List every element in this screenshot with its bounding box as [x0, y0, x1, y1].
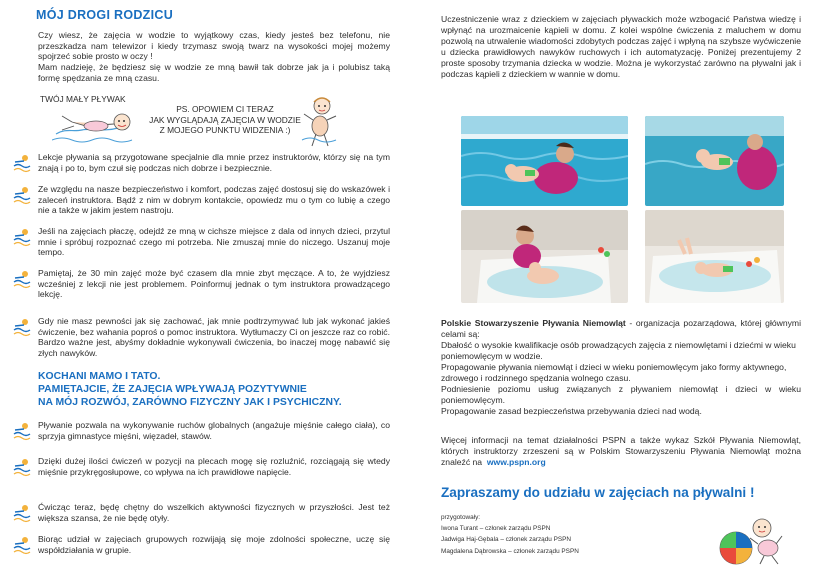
ps-line-2: JAK WYGLĄDAJĄ ZAJĘCIA W WODZIE	[149, 114, 301, 125]
author-line: Magdalena Dąbrowska – członek zarządu PSPN	[441, 547, 579, 555]
benefit-global-movement: Pływanie pozwala na wykonywanie ruchów globalnych (angażuje mięśnie całego ciała), co sprzyja gimnastyce mięśni, więzadeł, stawów.	[38, 420, 390, 441]
goal-qualifications: Dbałość o wysokie kwalifikacje osób prowadzących zajęcia z niemowlętami i dziećmi w wieku poniemowlęcym w wodzie.	[441, 340, 796, 361]
intro-paragraph: Czy wiesz, że zajęcia w wodzie to wyjątkowy czas, kiedy jesteś bez telefonu, nie przeszkadza nam telewizor i kiedy trzymasz swoją twarz na wysokości mojej możemy spojrzeć sobie prosto w oczy !	[38, 30, 390, 62]
left-column	[0, 0, 400, 571]
paragraph-safety: Ze względu na nasze bezpieczeństwo i komfort, podczas zajęć dostosuj się do wskazówek i zaleceń instruktora. Bądź z nim w dobrym kontakcie, opowiedz mu o tym co lubię a czego nie a także w jakim jestem nastroju.	[38, 184, 390, 216]
swimmer-bullet-icon	[11, 534, 33, 556]
pool-photo-back-float	[645, 116, 784, 206]
author-line: Jadwiga Haj-Gębala – członek zarządu PSPN	[441, 536, 572, 544]
ps-note	[140, 104, 310, 136]
more-info-text: Więcej informacji na temat działalności PSPN a także wykaz Szkół Pływania Niemowląt, których instruktorzy zrzeszeni są w Polskim Stowarzyszeniu Pływania Niemowląt można znaleźć na	[441, 435, 801, 467]
parents-heading	[38, 371, 342, 409]
swimmer-bullet-icon	[11, 268, 33, 290]
swimmer-bullet-icon	[11, 152, 33, 174]
benefit-social-skills: Biorąc udział w zajęciach grupowych rozwijają się moje zdolności społeczne, uczę się współdziałania w grupie.	[38, 534, 390, 555]
swimmer-bullet-icon	[11, 316, 33, 338]
prepared-by-label: przygotowały:	[441, 514, 481, 521]
bathtub-photo-holding	[461, 210, 628, 303]
baby-with-ball-illustration	[706, 508, 786, 568]
paragraph-crying: Jeśli na zajęciach płaczę, odejdź ze mną w cichsze miejsce z dala od innych dzieci, przytul mnie i spróbuj rozpoznać czego mi potrzeba. Nie zmuszaj mnie do niczego. Uszanuj moje tempo.	[38, 226, 390, 258]
author-line: Iwona Turant – członek zarządu PSPN	[441, 525, 551, 533]
swimmer-bullet-icon	[11, 420, 33, 442]
paragraph-duration: Pamiętaj, że 30 min zajęć może być czasem dla mnie zbyt męczące. A to, że wyjdziesz wcześniej z lekcji nie jest problemem. Poinformuj jednak o tym instruktora prowadzącego lekcję.	[38, 268, 390, 300]
right-intro-paragraph: Uczestniczenie wraz z dzieckiem w zajęciach pływackich może wzbogacić Państwa wiedzę i wpłynąć na urozmaicenie kąpieli w domu. Z kolei wspólne ćwiczenia z maluchem w domu pozwolą na utrwalenie wiadomości zdobytych podczas zajęć i wpłyną na szybsze wyćwiczenie u dziecka prawidłowych nawyków ruchowych i ich automatyzację. Poniżej prezentujemy 2 proste sposoby trzymania dziecka w wodzie. Można je wykorzystać zarówno na pływalni jak i podczas kąpieli z dzieckiem w wannie w domu.	[441, 14, 801, 79]
benefit-future-activity: Ćwicząc teraz, będę chętny do wszelkich aktywności fizycznych w przyszłości. Jest też większa szansa, że nie będę otyły.	[38, 502, 390, 523]
parents-heading-line-1: KOCHANI MAMO I TATO.	[38, 371, 161, 382]
organization-paragraph	[441, 318, 801, 340]
bathtub-photo-tummy	[645, 210, 784, 303]
paragraph-help: Gdy nie masz pewności jak się zachować, jak mnie podtrzymywać lub jak wykonać jakieś ćwiczenie, bez wahania poproś o pomoc instruktora. Wytłumaczy Ci on jeszcze raz co robić. Bardzo ważne jest, abyśmy dokładnie wykonywali ćwiczenia, bo inaczej mogę nabawić się złych nawyków.	[38, 316, 390, 358]
organization-description: - organizacja pozarządowa, której głównymi celami są:	[441, 318, 802, 339]
pool-photo-holding-front	[461, 116, 628, 206]
goal-service-level: Podniesienie poziomu usług związanych z pływaniem niemowląt i dzieci w wieku poniemowlęcym.	[441, 384, 801, 405]
page-title: MÓJ DROGI RODZICU	[36, 8, 174, 22]
paragraph-lessons: Lekcje pływania są przygotowane specjalnie dla mnie przez instruktorów, którzy się na tym znają i po to, bym czuł się podczas nich dobrze i bezpiecznie.	[38, 152, 390, 173]
swimmer-bullet-icon	[11, 456, 33, 478]
organization-name: Polskie Stowarzyszenie Pływania Niemowląt	[441, 318, 626, 328]
parents-heading-line-2: PAMIĘTAJCIE, ŻE ZAJĘCIA WPŁYWAJĄ POZYTYWNIE	[38, 383, 307, 395]
goal-promotion: Propagowanie pływania niemowląt i dzieci w wieku poniemowlęcym jako formy aktywnego, zdrowego i rodzinnego spędzania wolnego czasu.	[441, 362, 787, 383]
swimming-baby-illustration-left	[52, 102, 138, 146]
benefit-back-position: Dzięki dużej ilości ćwiczeń w pozycji na plecach mogę się rozluźnić, rozciągają się wtedy mięśnie przykręgosłupowe, co wpływa na ich prawidłowe napięcie.	[38, 456, 390, 477]
goal-safety: Propagowanie zasad bezpieczeństwa przebywania dzieci nad wodą.	[441, 406, 702, 416]
swimmer-bullet-icon	[11, 226, 33, 248]
more-info-paragraph	[441, 435, 801, 468]
swimmer-bullet-icon	[11, 184, 33, 206]
signature: TWÓJ MAŁY PŁYWAK	[40, 94, 126, 104]
swimming-baby-illustration-right	[300, 94, 340, 150]
hope-paragraph: Mam nadzieję, że będziesz się w wodzie ze mną bawił tak dobrze jak ja i polubisz taką formę spędzania ze mną czasu.	[38, 62, 390, 83]
credits-block	[441, 512, 579, 557]
parents-heading-line-3: NA MÓJ ROZWÓJ, ZARÓWNO FIZYCZNY JAK I PSYCHICZNY.	[38, 396, 342, 408]
invitation-heading: Zapraszamy do udziału w zajęciach na pływalni !	[441, 485, 755, 500]
ps-line-1: PS. OPOWIEM CI TERAZ	[176, 104, 274, 114]
ps-line-3: Z MOJEGO PUNKTU WIDZENIA :)	[159, 125, 291, 135]
swimmer-bullet-icon	[11, 502, 33, 524]
website-link[interactable]: www.pspn.org	[486, 456, 546, 467]
